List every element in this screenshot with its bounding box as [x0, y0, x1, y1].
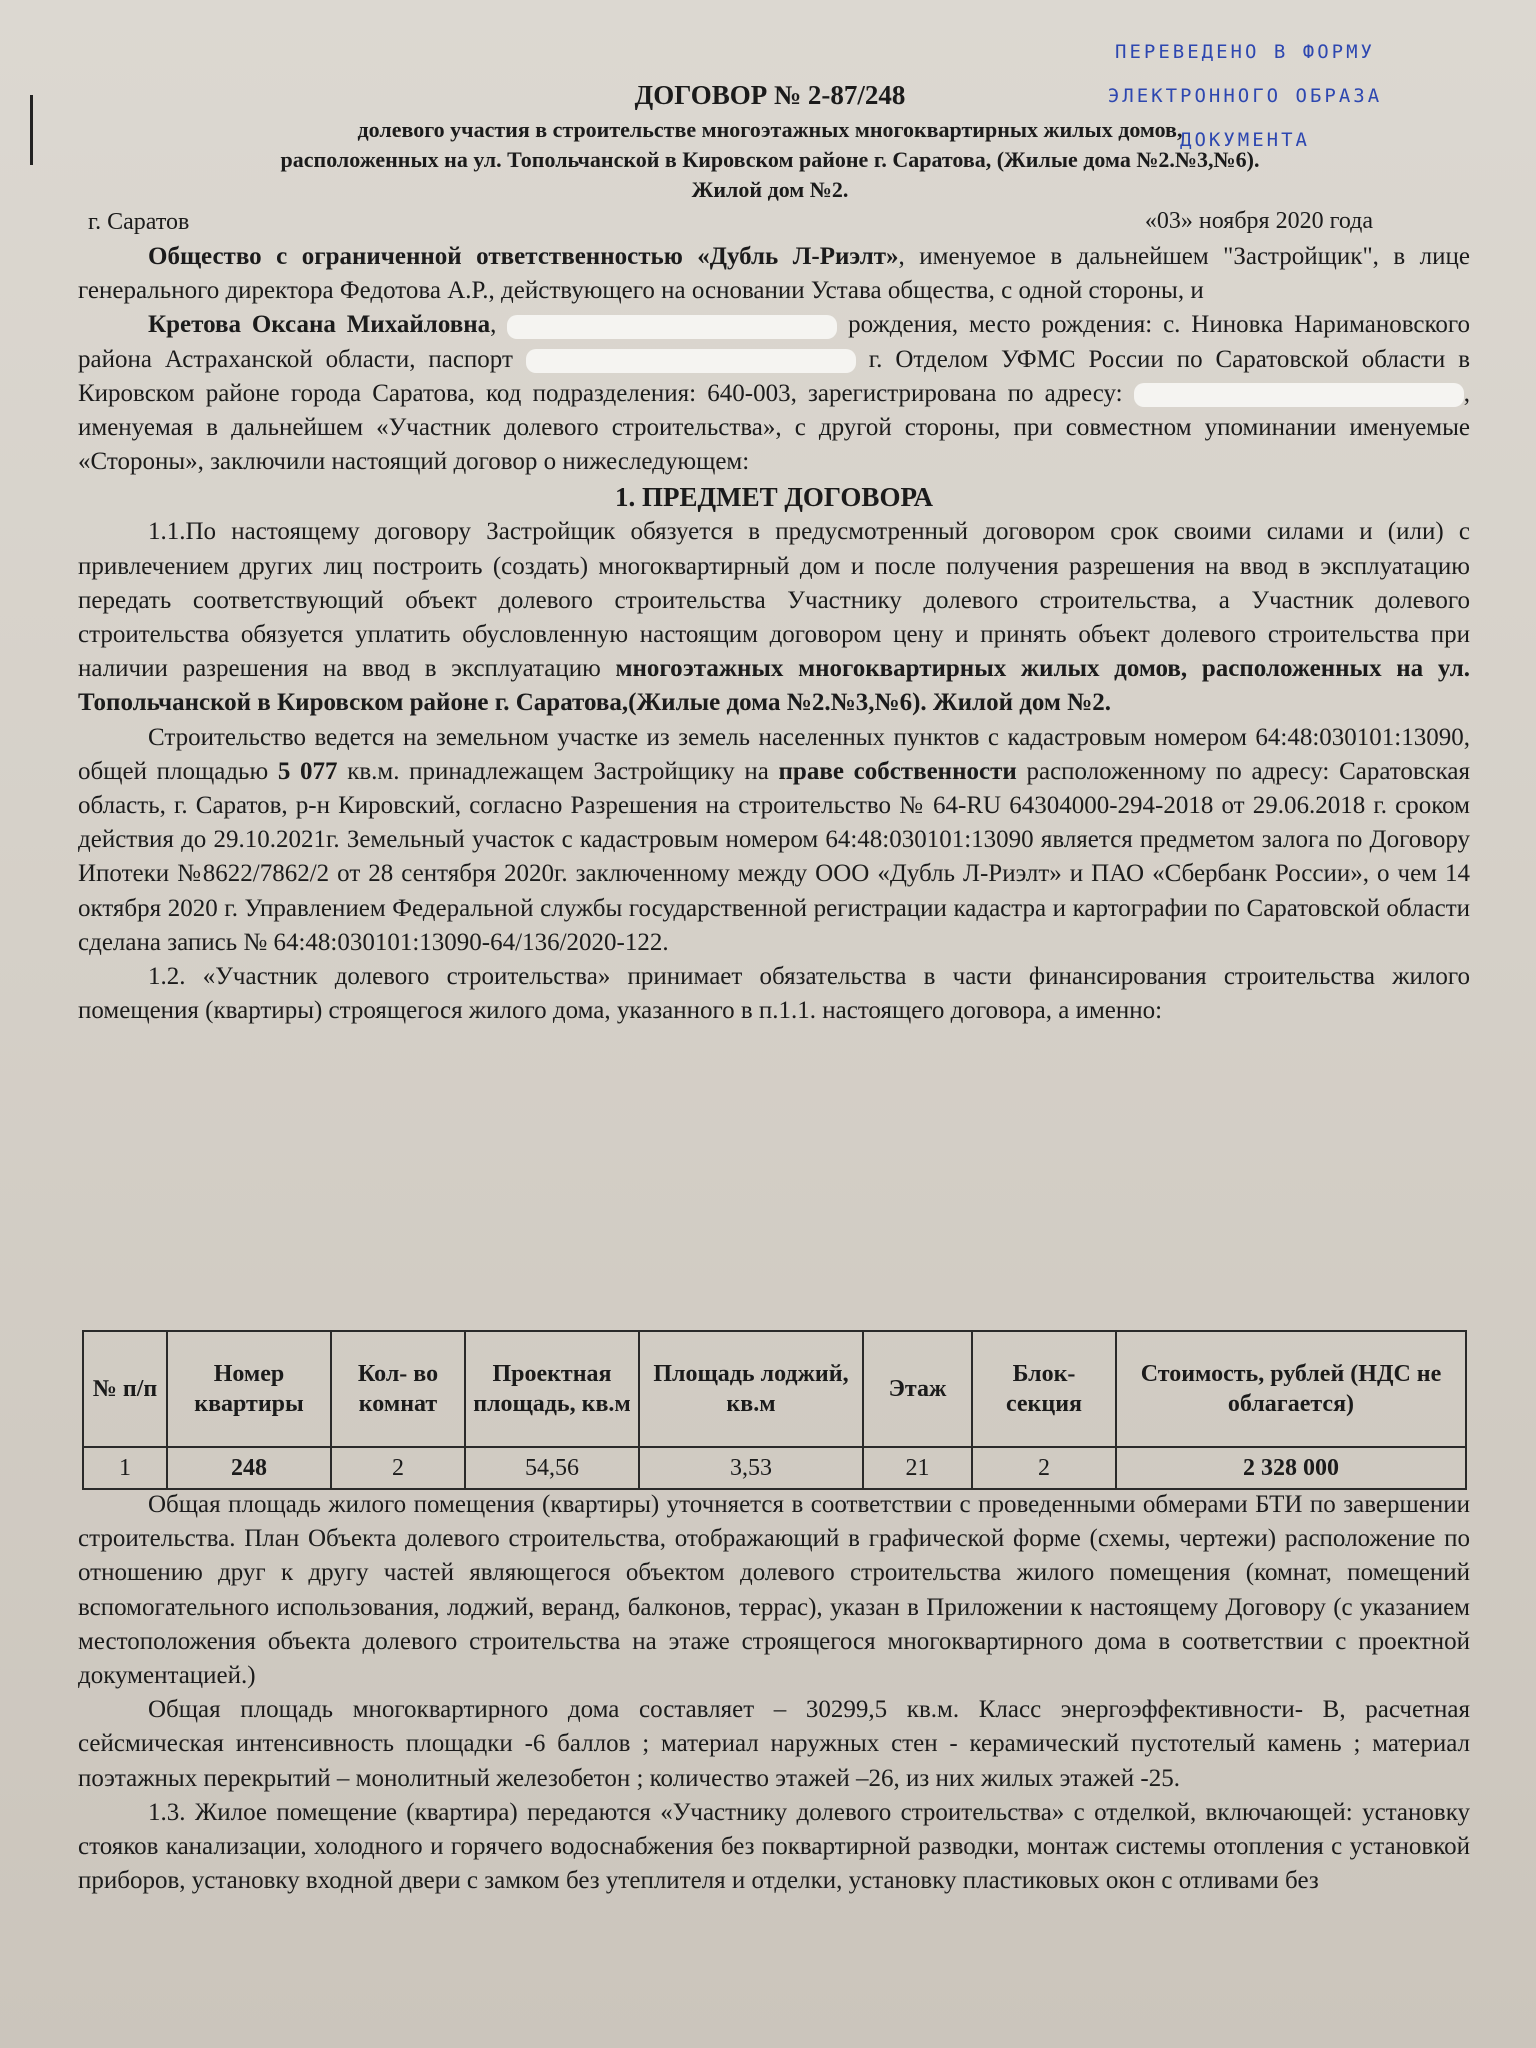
paragraph-text: многоэтажных многоквартирных жилых домов, расположенных на ул. Топольчанской в Кировском районе г. Саратова,(Жилые дома №2.№3,№6). Жилой дом №2.: [78, 655, 1470, 717]
column-header: Блок-секция: [972, 1331, 1116, 1447]
contract-subtitle: долевого участия в строительстве многоэтажных многоквартирных жилых домов,: [357, 117, 1183, 142]
paragraph-text: праве собственности: [778, 757, 1017, 785]
paragraph-text: кв.м. принадлежащем Застройщику на: [337, 757, 779, 785]
stamp-line: ДОКУМЕНТА: [1180, 129, 1310, 151]
paragraph-text: г. Отделом УФМС России по Саратовской области в Кировском районе города Саратова, код подразделения: 640-003, зарегистрирована по адресу:: [78, 345, 1471, 407]
paragraph: [78, 308, 1470, 479]
column-header: Проектная площадь, кв.м: [465, 1331, 639, 1447]
paragraph-text: расположенному по адресу: Саратовская область, г. Саратов, р-н Кировский, согласно Разрешения на строительство № 64-RU 64304000-294-2018 от 29.06.2018 г. сроком действия до 29.10.2021г. Земельный участок с кадастровым номером 64:48:030101:13090 является предметом залога по Договору Ипотеки №8622/7862/2 от 28 сентября 2020г. заключенному между ООО «Дубль Л-Риэлт» и ПАО «Сбербанк России», о чем 14 октября 2020 г. Управлением Федеральной службы государственной регистрации кадастра и картографии по Саратовской области сделана запись № 64:48:030101:13090-64/136/2020-122.: [78, 757, 1470, 956]
section-heading: 1. ПРЕДМЕТ ДОГОВОРА: [615, 482, 933, 513]
stamp-line: ПЕРЕВЕДЕНО В ФОРМУ: [1115, 41, 1375, 63]
paragraph-text: Строительство ведется на земельном участке из земель населенных пунктов с кадастровым номером 64:48:030101:13090, общей площадью: [78, 723, 1470, 785]
paragraph-text: ,: [490, 311, 508, 339]
land-area: 5 077: [277, 757, 338, 785]
paragraph-text: 1.1.По настоящему договору Застройщик обязуется в предусмотренный договором срок своими силами и (или) с привлечением других лиц построить (создать) многоквартирный дом и после получения разрешения на ввод в эксплуатацию передать соответствующий объект долевого строительства Участнику долевого строительства, а Участник долевого строительства обязуется уплатить обусловленную настоящим договором цену и принять объект долевого строительства при наличии разрешения на ввод в эксплуатацию: [78, 518, 1470, 683]
table-header-row: [83, 1331, 1466, 1447]
column-header: Стоимость, рублей (НДС не облагается): [1116, 1331, 1466, 1447]
place-date-line: [88, 207, 1373, 237]
stamp-line: ЭЛЕКТРОННОГО ОБРАЗА: [1107, 85, 1383, 107]
table-cell: 248: [167, 1447, 331, 1489]
paragraph: [78, 240, 1470, 308]
table-row: [83, 1447, 1466, 1489]
redaction-mark: [526, 349, 856, 373]
apartment-table: [82, 1330, 1467, 1490]
table-cell: 54,56: [465, 1447, 639, 1489]
paragraph: 1.2. «Участник долевого строительства» принимает обязательства в части финансирования строительства жилого помещения (квартиры) строящегося жилого дома, указанного в п.1.1. настоящего договора, а именно:: [78, 963, 1470, 1025]
paragraph: [78, 515, 1470, 720]
paragraph: [78, 721, 1470, 960]
paragraph: Общая площадь жилого помещения (квартиры) уточняется в соответствии с проведенными обмерами БТИ по завершении строительства. План Объекта долевого строительства, отображающий в графической форме (схемы, чертежи) расположение по отношению друг к другу частей являющегося объектом долевого строительства жилого помещения (комнат, помещений вспомогательного использования, лоджий, веранд, балконов, террас), указан в Приложении к настоящему Договору (с указанием местоположения объекта долевого строительства на этаже строящегося многоквартирного дома в соответствии с проектной документацией.): [78, 1491, 1470, 1690]
column-header: Площадь лоджий, кв.м: [639, 1331, 863, 1447]
developer-name: Общество с ограниченной ответственностью «Дубль Л-Риэлт»: [148, 243, 899, 270]
contract-header: [80, 75, 1460, 205]
city: г. Саратов: [88, 209, 190, 235]
table-cell: 2: [331, 1447, 465, 1489]
column-header: Этаж: [863, 1331, 972, 1447]
table-cell: 2: [972, 1447, 1116, 1489]
contract-date: «03» ноября 2020 года: [1144, 208, 1373, 234]
paragraph: Общая площадь многоквартирного дома составляет – 30299,5 кв.м. Класс энергоэффективности- В, расчетная сейсмическая интенсивность площадки -6 баллов ; материал наружных стен - керамический пустотелый камень ; материал поэтажных перекрытий – монолитный железобетон ; количество этажей –26, из них жилых этажей -25.: [78, 1696, 1470, 1792]
paragraph: 1.3. Жилое помещение (квартира) передаются «Участнику долевого строительства» с отделкой, включающей: установку стояков канализации, холодного и горячего водоснабжения без поквартирной разводки, монтаж системы отопления с установкой приборов, установку входной двери с замком без утеплителя и отделки, установку пластиковых окон с отливами без: [78, 1798, 1470, 1895]
margin-mark: [30, 95, 33, 165]
paragraph-text: , именуемое в дальнейшем "Застройщик", в лице генерального директора Федотова А.Р., действующего на основании Устава общества, с одной стороны, и: [78, 243, 1470, 305]
column-header: № п/п: [83, 1331, 167, 1447]
paragraph-text: , именуемая в дальнейшем «Участник долевого строительства», с другой стороны, при совместном упоминании именуемые «Стороны», заключили настоящий договор о нижеследующем:: [78, 379, 1470, 476]
continuation-section: [78, 1488, 1470, 1898]
redaction-mark: [1134, 383, 1464, 407]
table-cell: 2 328 000: [1116, 1447, 1466, 1489]
table-cell: 3,53: [639, 1447, 863, 1489]
table-cell: 21: [863, 1447, 972, 1489]
parties-section: [78, 240, 1470, 1028]
column-header: Кол- во комнат: [331, 1331, 465, 1447]
table-cell: 1: [83, 1447, 167, 1489]
contract-title: ДОГОВОР № 2-87/248: [634, 80, 906, 110]
column-header: Номер квартиры: [167, 1331, 331, 1447]
redaction-mark: [507, 315, 837, 339]
contract-subtitle: Жилой дом №2.: [691, 177, 849, 202]
paragraph-text: рождения, место рождения: с. Ниновка Наримановского района Астраханской области, паспорт: [78, 311, 1471, 373]
participant-name: Кретова Оксана Михайловна: [148, 311, 491, 339]
contract-subtitle: расположенных на ул. Топольчанской в Кировском районе г. Саратова, (Жилые дома №2.№3,№6).: [280, 147, 1260, 172]
